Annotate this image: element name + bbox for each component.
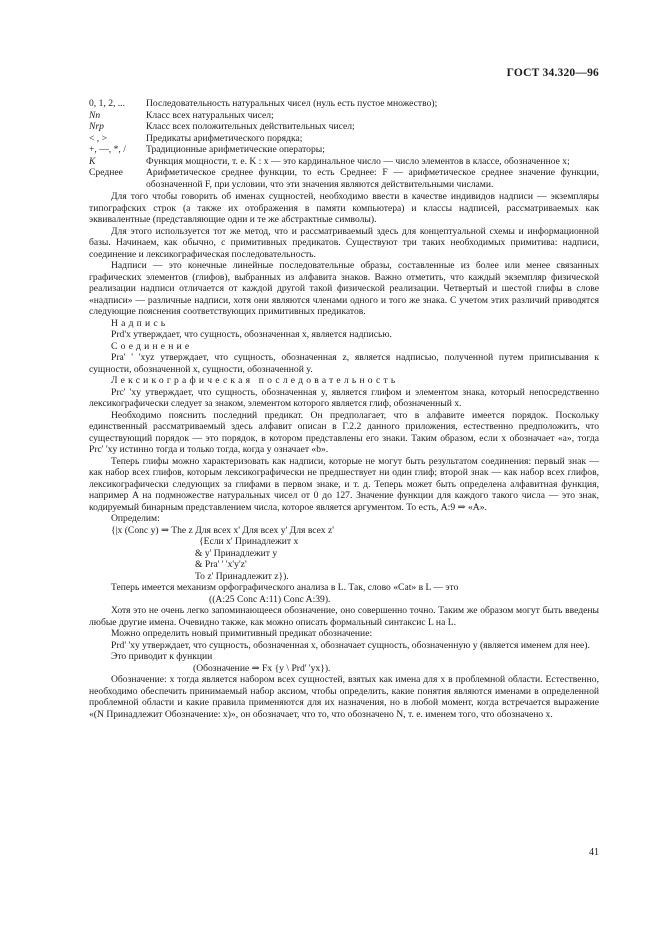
definition-desc: Класс всех положительных действительных чисел; xyxy=(146,121,355,132)
definition-term: < , > xyxy=(89,132,108,144)
definition-desc: Функция мощности, т. е. K : x — это кардинальное число — число элементов в классе, обозначенное x; xyxy=(146,155,570,167)
section-label: Соединение xyxy=(111,340,193,352)
paragraph: Для этого используется тот же метод, что и рассматриваемый здесь для концептуальной схемы и информационной базы. Начинаем, как обычно, с примитивных предикатов. Существуют три таких необходимых примитива: надписи, соединение и лексикографическая последовательность. xyxy=(89,225,599,260)
definition-desc: Класс всех натуральных чисел; xyxy=(146,109,274,121)
paragraph: Можно определить новый примитивный предикат обозначение: xyxy=(111,628,373,639)
paragraph: Надписи — это конечные линейные последовательные образы, составленные из более или менее связанных графических элементов (глифов), выбранных из алфавита знаков. Важно отметить, что каждый экземпляр физической реализации надписи отличается от каждой другой такой физической реализации. Четвертый и шестой глифы в слове «надписи» — различные надписи, хотя они являются членами одного и того же знака. С учетом этих различий приводятся следующие пояснения соответствующих примитивных предикатов. xyxy=(89,260,599,317)
definition-item xyxy=(89,121,599,133)
paragraph: Теперь имеется механизм орфографического анализа в L. Так, слово «Cat» в L — это xyxy=(111,582,459,593)
formula-line: (Обозначение ⇒ Fx {y \ Prd' 'yx}). xyxy=(193,662,331,674)
document-header: ГОСТ 34.320—96 xyxy=(506,67,599,79)
definition-desc: Традиционные арифметические операторы; xyxy=(146,144,325,155)
definition-item xyxy=(89,110,599,122)
formula-line: {|x (Conc y) ⇒ The z Для всех x' Для всех y' Для всех z' xyxy=(111,524,334,536)
definitions-list xyxy=(89,98,599,190)
definition-item xyxy=(89,98,599,110)
definition-desc: Арифметическое среднее функции, то есть Среднее: F — арифметическое среднее значение функции, обозначенной F, при условии, что эти значения являются действительными числами. xyxy=(146,167,599,190)
definition-term: Nn xyxy=(89,109,101,121)
paragraph: Определим: xyxy=(111,513,160,524)
paragraph: Необходимо пояснить последний предикат. Он предполагает, что в алфавите имеется порядок. Поскольку единственный рассматриваемый здесь алфавит описан в Г.2.2 данного приложения, естественно предположить, что существующий порядок — это порядок, в котором представлены его знаки. Таким образом, если x обозначает «a», тогда Prc' 'xy истинно тогда и только тогда, когда y означает «b». xyxy=(89,409,599,455)
definition-item xyxy=(89,156,599,168)
definition-term: 0, 1, 2, ... xyxy=(89,98,125,109)
formula-line: То z' Принадлежит z}). xyxy=(195,570,289,582)
definition-term: Среднее xyxy=(89,167,123,178)
page-number: 41 xyxy=(589,847,599,858)
paragraph: Для того чтобы говорить об именах сущностей, необходимо ввести в качестве индивидов надписи — экземпляры типографских строк (а также их отображения в памяти компьютера) и классы надписей, рассматриваемых как эквивалентные (представляющие одни и те же абстрактные символы). xyxy=(89,191,599,225)
definition-item xyxy=(89,167,599,190)
formula-line: ((A:25 Conc A:11) Conc A:39). xyxy=(209,593,331,605)
formula-line: & Pra' ' 'x'y'z' xyxy=(195,559,247,570)
formula-line: {Если x' Принадлежит x xyxy=(199,536,299,547)
definition-item xyxy=(89,144,599,156)
paragraph: Pra' ' 'xyz утверждает, что сущность, обозначенная z, является надписью, полученной путем приписывания к сущности, обозначенной x, сущности, обозначенной y. xyxy=(89,352,599,375)
definition-item xyxy=(89,133,599,145)
section-label: Лексикографическая последовательность xyxy=(111,375,399,386)
paragraph: Обозначение: x тогда является набором всех сущностей, взятых как имена для x в проблемной области. Естественно, необходимо обеспечить принимаемый набор аксиом, чтобы определить, какие понятия являются именами в определенной проблемной области и какие правила применяются для их назначения, но в любой момент, когда встречается выражение «(N Принадлежит Обозначение: x)», он обозначает, что то, что обозначено N, т. е. именем того, что обозначено x. xyxy=(89,674,599,720)
paragraph: Prd'x утверждает, что сущность, обозначенная x, является надписью. xyxy=(111,329,392,340)
paragraph: Prc' 'xy утверждает, что сущность, обозначенная y, является глифом и элементом знака, который непосредственно лексикографически следует за знаком, элементом которого является глиф, обозначенный x. xyxy=(89,386,599,409)
page-body xyxy=(89,98,599,720)
section-label: Надпись xyxy=(111,317,169,329)
formula-line: & y' Принадлежит y xyxy=(195,547,278,559)
definition-desc: Предикаты арифметического порядка; xyxy=(146,132,303,144)
paragraph: Хотя это не очень легко запоминающееся обозначение, оно совершенно точно. Таким же образом могут быть введены любые другие имена. Очевидно также, как можно описать формальный синтаксис L на L. xyxy=(89,605,599,628)
definition-desc: Последовательность натуральных чисел (нуль есть пустое множество); xyxy=(146,98,438,109)
definition-term: Nrp xyxy=(89,121,104,132)
paragraph: Теперь глифы можно характеризовать как надписи, которые не могут быть результатом соединения: первый знак — как набор всех глифов, которым лексикографически не предшествует ни один глиф; второй знак — как набор всех глифов, лексикографически следующих за глифами в первом знаке, и т. д. Теперь может быть определена алфавитная функция, например A на подмножестве натуральных чисел от 0 до 127. Значение функции для каждого такого числа — это знак, кодируемый бинарным представлением числа, которое является аргументом. То есть, A:9 ⇒ «A». xyxy=(89,455,599,513)
definition-term: +, —, *, / xyxy=(89,144,126,155)
paragraph: Prd' 'xy утверждает, что сущность, обозначенная x, обозначает сущность, обозначенную y (является именем для нее). xyxy=(111,639,590,651)
paragraph: Это приводит к функции xyxy=(111,651,213,662)
definition-term: K xyxy=(89,155,96,167)
